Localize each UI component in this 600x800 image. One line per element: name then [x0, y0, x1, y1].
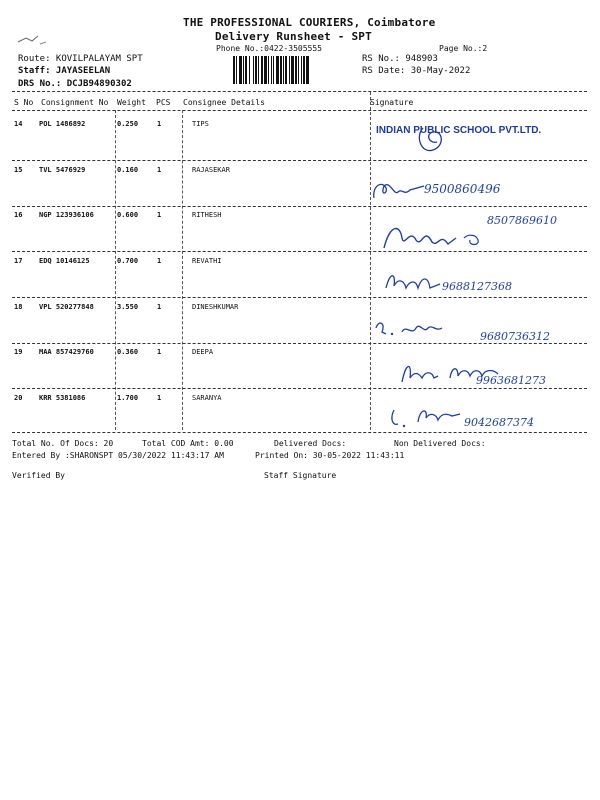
row-weight: 0.360: [117, 348, 139, 356]
row-pcs: 1: [157, 166, 162, 174]
phone-handwritten: 8507869610: [487, 214, 557, 227]
total-cod: Total COD Amt: 0.00: [142, 439, 234, 448]
row-pcs: 1: [157, 394, 162, 402]
row-pcs: 1: [157, 120, 162, 128]
handwritten-signature: [368, 176, 428, 206]
row-sno: 14: [14, 120, 23, 128]
page-number: Page No.:2: [439, 44, 488, 53]
row-divider: [12, 160, 587, 161]
drs-number: DRS No.: DCJB94890302: [18, 79, 132, 89]
rs-number: RS No.: 948903: [362, 54, 438, 64]
row-divider-last: [12, 432, 587, 433]
row-sno: 20: [14, 394, 23, 402]
row-weight: 0.160: [117, 166, 139, 174]
row-consignment: EDQ 10146125: [39, 257, 90, 265]
row-divider: [12, 388, 587, 389]
school-stamp: INDIAN PUBLIC SCHOOL PVT.LTD.: [376, 125, 542, 136]
phone-handwritten: 9042687374: [464, 416, 534, 429]
col-pcs: PCS: [156, 98, 171, 107]
header-divider-bottom: [12, 110, 587, 111]
header-divider-top: [12, 91, 587, 92]
staff-signature: Staff Signature: [264, 471, 337, 480]
printed-on: Printed On: 30-05-2022 11:43:11: [255, 451, 405, 460]
row-divider: [12, 206, 587, 207]
col-consignment: Consignment No: [41, 98, 109, 107]
phone-handwritten: 9680736312: [480, 330, 550, 343]
row-consignee: RAJASEKAR: [192, 166, 230, 174]
row-consignee: DINESHKUMAR: [192, 303, 239, 311]
row-consignment: MAA 857429760: [39, 348, 94, 356]
col-separator-signature: [370, 92, 371, 430]
row-divider: [12, 297, 587, 298]
row-consignee: DEEPA: [192, 348, 214, 356]
handwritten-signature: [372, 318, 452, 342]
row-consignee: TIPS: [192, 120, 209, 128]
row-sno: 19: [14, 348, 23, 356]
row-sno: 17: [14, 257, 23, 265]
staff-name: Staff: JAYASEELAN: [18, 66, 111, 76]
row-pcs: 1: [157, 257, 162, 265]
row-consignment: TVL 5476929: [39, 166, 86, 174]
barcode: [232, 56, 354, 86]
row-consignment: POL 1486892: [39, 120, 86, 128]
row-sno: 16: [14, 211, 23, 219]
handwritten-signature: [382, 266, 442, 296]
signature-scribble: [415, 124, 455, 158]
row-pcs: 1: [157, 211, 162, 219]
route: Route: KOVILPALAYAM SPT: [18, 54, 143, 64]
row-consignment: KRR 5381086: [39, 394, 86, 402]
row-consignee: REVATHI: [192, 257, 222, 265]
phone-handwritten: 9688127368: [442, 280, 512, 293]
entered-by: Entered By :SHARONSPT 05/30/2022 11:43:17 AM: [12, 451, 224, 460]
col-separator-consignee: [182, 110, 183, 430]
row-sno: 15: [14, 166, 23, 174]
col-separator-weight: [115, 110, 116, 430]
phone-handwritten: 9963681273: [476, 374, 546, 387]
col-consignee: Consignee Details: [183, 98, 265, 107]
row-weight: 1.700: [117, 394, 139, 402]
handwritten-signature: [380, 218, 490, 254]
verified-by: Verified By: [12, 471, 65, 480]
handwritten-signature: [386, 402, 466, 432]
phone-handwritten: 9500860496: [424, 182, 501, 196]
col-sno: S No: [14, 98, 34, 107]
row-weight: 3.550: [117, 303, 139, 311]
row-consignee: RITHESH: [192, 211, 222, 219]
company-name: THE PROFESSIONAL COURIERS, Coimbatore: [183, 16, 436, 29]
row-pcs: 1: [157, 348, 162, 356]
total-docs: Total No. Of Docs: 20: [12, 439, 114, 448]
non-delivered-docs: Non Delivered Docs:: [394, 439, 486, 448]
rs-date: RS Date: 30-May-2022: [362, 66, 471, 76]
phone-number: Phone No.:0422-3505555: [216, 44, 322, 53]
row-weight: 0.250: [117, 120, 139, 128]
logo-mark: [14, 30, 54, 52]
col-weight: Weight: [117, 98, 146, 107]
row-consignment: NGP 123936106: [39, 211, 94, 219]
row-weight: 0.600: [117, 211, 139, 219]
row-weight: 0.700: [117, 257, 139, 265]
row-sno: 18: [14, 303, 23, 311]
col-signature: Signature: [370, 98, 414, 107]
row-pcs: 1: [157, 303, 162, 311]
delivered-docs: Delivered Docs:: [274, 439, 347, 448]
row-divider: [12, 343, 587, 344]
row-divider: [12, 251, 587, 252]
document-title: Delivery Runsheet - SPT: [215, 30, 372, 43]
row-consignee: SARANYA: [192, 394, 222, 402]
row-consignment: VPL 520277848: [39, 303, 94, 311]
